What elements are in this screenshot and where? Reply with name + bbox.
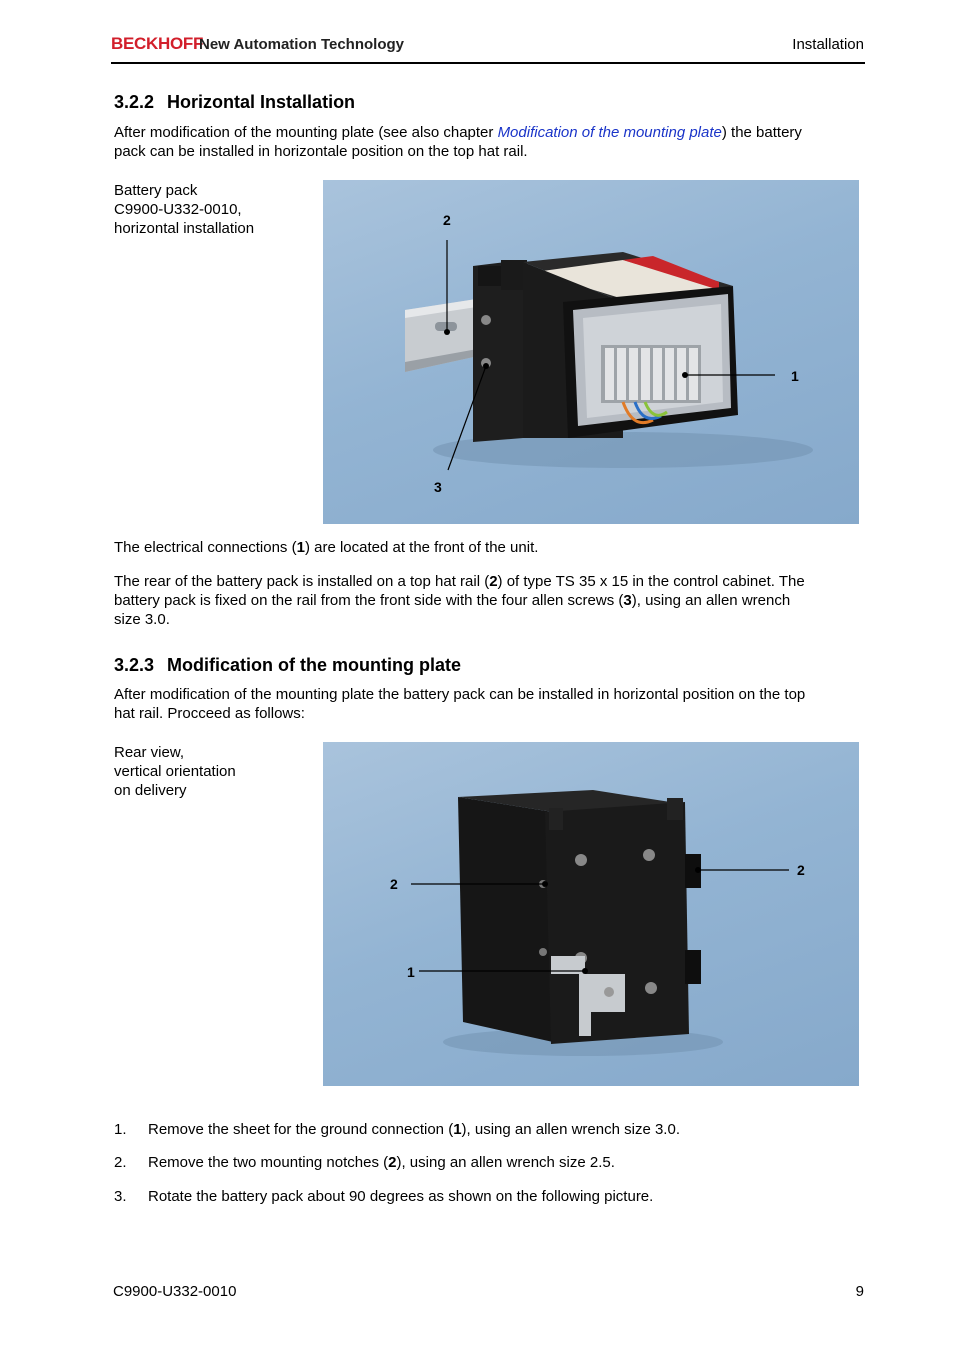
header-section: Installation xyxy=(792,36,864,53)
section-number: 3.2.2 xyxy=(114,92,155,112)
text: ) the battery xyxy=(721,124,802,141)
device-illustration xyxy=(323,180,859,524)
list-item xyxy=(114,1153,615,1172)
callout-label: 2 xyxy=(797,862,805,878)
section-number: 3.2.3 xyxy=(114,655,155,675)
text-bold: 1 xyxy=(453,1121,462,1138)
paragraph xyxy=(114,538,866,557)
text: size 3.0. xyxy=(114,611,170,628)
text: pack can be installed in horizontale position on the top hat rail. xyxy=(114,143,528,160)
text: hat rail. Procceed as follows: xyxy=(114,705,305,722)
text-bold: 2 xyxy=(489,573,498,590)
step-number: 3. xyxy=(114,1188,127,1205)
caption-line: Rear view, xyxy=(114,744,185,761)
paragraph xyxy=(114,572,866,629)
paragraph xyxy=(114,685,866,723)
caption-line: horizontal installation xyxy=(114,220,255,237)
photo-rear-view xyxy=(323,742,859,1086)
text: Remove the sheet for the ground connection ( xyxy=(148,1121,454,1138)
figure-caption xyxy=(114,181,254,238)
text: Remove the two mounting notches ( xyxy=(148,1154,389,1171)
section-title: Horizontal Installation xyxy=(167,92,356,112)
text: ), using an allen wrench size 3.0. xyxy=(461,1121,680,1138)
callout-label: 1 xyxy=(791,368,799,384)
callout-label: 3 xyxy=(434,479,442,495)
step-number: 1. xyxy=(114,1121,127,1138)
section-heading-3-2-3 xyxy=(114,654,461,676)
footer-doc-id: C9900-U332-0010 xyxy=(113,1283,237,1300)
callout-label: 2 xyxy=(390,876,398,892)
text: ), using an allen wrench size 2.5. xyxy=(396,1154,615,1171)
text: The electrical connections ( xyxy=(114,539,297,556)
text: After modification of the mounting plate the battery pack can be installed in horizontal position on the top xyxy=(114,686,806,703)
caption-line: on delivery xyxy=(114,782,187,799)
brand-tagline: New Automation Technology xyxy=(199,36,404,53)
text: ) of type TS 35 x 15 in the control cabinet. The xyxy=(497,573,805,590)
section-title: Modification of the mounting plate xyxy=(167,655,462,675)
caption-line: C9900-U332-0010, xyxy=(114,201,242,218)
step-list xyxy=(114,1120,866,1210)
caption-line: vertical orientation xyxy=(114,763,236,780)
figure-caption xyxy=(114,743,236,800)
device-illustration xyxy=(323,742,859,1086)
list-item xyxy=(114,1120,680,1139)
photo-horizontal-installation xyxy=(323,180,859,524)
text: After modification of the mounting plate (see also chapter xyxy=(114,124,498,141)
text-bold: 3 xyxy=(623,592,632,609)
callout-label: 1 xyxy=(407,964,415,980)
brand-logo: BECKHOFF xyxy=(111,34,204,53)
header xyxy=(111,32,865,66)
caption-line: Battery pack xyxy=(114,182,198,199)
chapter-link[interactable]: Modification of the mounting plate xyxy=(497,124,722,141)
section-heading-3-2-2 xyxy=(114,91,355,113)
callout-label: 2 xyxy=(443,212,451,228)
footer-page-number: 9 xyxy=(855,1283,864,1300)
list-item xyxy=(114,1187,653,1206)
text: Rotate the battery pack about 90 degrees as shown on the following picture. xyxy=(148,1188,654,1205)
text: The rear of the battery pack is installed on a top hat rail ( xyxy=(114,573,490,590)
text-bold: 2 xyxy=(388,1154,397,1171)
paragraph xyxy=(114,123,866,161)
text: ), using an allen wrench xyxy=(631,592,791,609)
step-number: 2. xyxy=(114,1154,127,1171)
text: battery pack is fixed on the rail from the front side with the four allen screws ( xyxy=(114,592,624,609)
header-rule xyxy=(111,62,865,64)
text-bold: 1 xyxy=(296,539,305,556)
text: ) are located at the front of the unit. xyxy=(304,539,539,556)
